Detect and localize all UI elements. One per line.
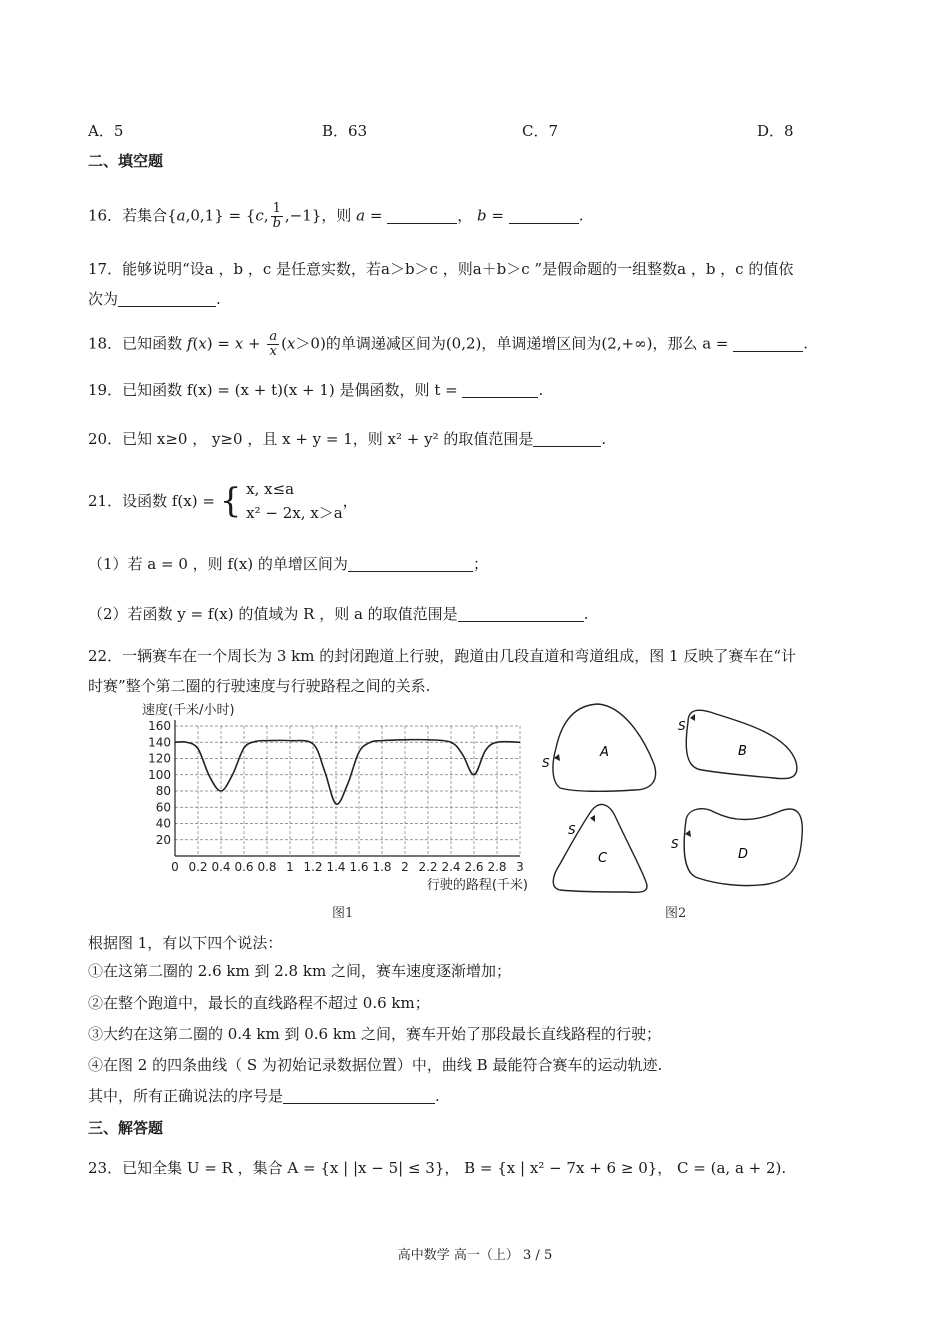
question-22-line1: 22．一辆赛车在一个周长为 3 km 的封闭跑道上行驶，跑道由几段直道和弯道组成，图 1 反映了赛车在“计 — [88, 647, 796, 665]
answer-blank[interactable] — [348, 555, 473, 572]
question-17-line2: 次为 . — [88, 290, 221, 308]
q22-end: . — [435, 1087, 440, 1105]
answer-blank[interactable] — [733, 335, 803, 352]
q19-text: 19．已知函数 f(x) = (x + t)(x + 1) 是偶函数，则 t = — [88, 381, 458, 399]
x-axis-label: 行驶的路程(千米) — [426, 878, 528, 893]
track-a-label: A — [600, 745, 609, 760]
statement-1: ①在这第二圈的 2.6 km 到 2.8 km 之间，赛车速度逐渐增加； — [88, 962, 511, 980]
track-c — [553, 804, 647, 892]
option-c: C．7 — [522, 122, 559, 140]
statement-2: ②在整个跑道中，最长的直线路程不超过 0.6 km； — [88, 994, 430, 1012]
question-22-line2: 时赛”整个第二圈的行驶速度与行驶路程之间的关系. — [88, 677, 431, 695]
q21-1-end: ； — [472, 555, 488, 573]
y-tick-label: 40 — [155, 816, 171, 831]
x-tick-label: 1 — [286, 860, 294, 874]
figure-2-caption: 图2 — [665, 906, 687, 921]
y-axis-label: 速度(千米/小时) — [142, 703, 235, 718]
track-d-label: D — [738, 847, 749, 862]
x-tick-label: 0.4 — [211, 860, 231, 874]
q21-end: ， — [342, 492, 358, 510]
question-21-part1 — [88, 553, 488, 575]
speed-distance-chart — [140, 698, 540, 898]
x-tick-label: 3 — [516, 860, 524, 874]
question-23: 23．已知全集 U = R ，集合 A = {x | |x − 5| ≤ 3}， B = {x | x² − 7x + 6 ≥ 0}， C = (a, a + 2). — [88, 1159, 787, 1177]
figure-1-caption: 图1 — [332, 906, 354, 921]
track-c-label: C — [598, 851, 608, 866]
piecewise-case-2: x² − 2x, x＞a — [246, 504, 343, 522]
track-b-start: S — [678, 719, 686, 733]
q18-end: . — [803, 334, 809, 353]
answer-blank[interactable] — [283, 1087, 435, 1104]
option-b: B．63 — [322, 122, 368, 140]
q16-mid: ，则 — [321, 206, 352, 225]
x-tick-label: 2.6 — [464, 860, 484, 874]
option-a: A．5 — [88, 122, 124, 140]
statement-3: ③大约在这第二圈的 0.4 km 到 0.6 km 之间，赛车开始了那段最长直线路程的行驶； — [88, 1025, 661, 1043]
question-17-line1: 17．能够说明“设a ，b ，c 是任意实数，若a＞b＞c ，则a＋b＞c ”是假命题的一组整数a ，b ，c 的值依 — [88, 260, 794, 278]
answer-blank[interactable] — [462, 381, 538, 398]
section-heading-fill: 二、填空题 — [88, 152, 164, 170]
x-tick-label: 0 — [171, 860, 179, 874]
answer-blank[interactable] — [387, 207, 457, 224]
x-tick-label: 2 — [401, 860, 409, 874]
answer-blank[interactable] — [118, 290, 216, 307]
track-b — [678, 710, 797, 778]
q16-prefix: 16．若集合 — [88, 206, 168, 225]
track-c-start: S — [568, 823, 576, 837]
x-tick-label: 2.8 — [487, 860, 507, 874]
question-19 — [88, 379, 543, 401]
x-tick-label: 0.6 — [234, 860, 254, 874]
y-tick-label: 140 — [148, 735, 171, 750]
track-b-label: B — [738, 744, 747, 759]
statement-4: ④在图 2 的四条曲线（ S 为初始记录数据位置）中，曲线 B 最能符合赛车的运动轨迹. — [88, 1056, 663, 1074]
answer-blank[interactable] — [458, 605, 584, 622]
y-tick-label: 120 — [148, 751, 171, 766]
q18-prefix: 18．已知函数 — [88, 334, 183, 353]
option-d: D．8 — [757, 122, 794, 140]
x-tick-label: 0.8 — [257, 860, 277, 874]
q17-line2-text: 次为 — [88, 290, 119, 308]
y-tick-label: 100 — [148, 767, 171, 782]
q16-end: . — [578, 206, 584, 225]
y-tick-label: 20 — [155, 832, 171, 847]
track-shapes-figure — [538, 700, 808, 900]
track-d — [671, 809, 802, 886]
q22-ask: 其中，所有正确说法的序号是 — [88, 1087, 284, 1105]
x-tick-label: 2.4 — [441, 860, 461, 874]
answer-blank[interactable] — [533, 430, 601, 447]
q20-text: 20．已知 x≥0 ， y≥0 ，且 x + y = 1，则 x² + y² 的取值范围是 — [88, 430, 534, 448]
x-tick-label: 1.2 — [303, 860, 323, 874]
y-tick-label: 160 — [148, 719, 171, 733]
section-heading-answer: 三、解答题 — [88, 1119, 164, 1137]
question-21: 21．设函数 f(x) = { x, x≤a x² − 2x, x＞a ， — [88, 476, 358, 528]
q19-end: . — [538, 381, 544, 399]
track-a — [542, 704, 656, 791]
q18-mid: 的单调递减区间为(0,2)，单调递增区间为(2,+∞)，那么 a = — [325, 334, 729, 353]
x-tick-label: 0.2 — [188, 860, 208, 874]
question-21-part2 — [88, 603, 588, 625]
y-tick-label: 60 — [155, 800, 171, 815]
q21-2-text: （2）若函数 y = f(x) 的值域为 R ，则 a 的取值范围是 — [88, 605, 458, 623]
x-tick-label: 1.4 — [326, 860, 346, 874]
x-tick-label: 1.6 — [349, 860, 369, 874]
question-20 — [88, 428, 606, 450]
y-tick-label: 80 — [155, 784, 171, 798]
question-18: 18．已知函数 f(x) = x + $\frac{a}{x}$ (x＞0)的单调递减区间为(0,2)，单调递增区间为(2,+∞)，那么 a = . — [88, 329, 809, 359]
q20-end: . — [601, 430, 607, 448]
track-a-start: S — [542, 756, 550, 770]
q22-question — [88, 1085, 440, 1107]
speed-curve — [175, 740, 520, 805]
piecewise-case-1: x, x≤a — [246, 480, 295, 498]
q21-prefix: 21．设函数 f(x) = — [88, 492, 215, 510]
answer-blank[interactable] — [509, 207, 579, 224]
x-tick-label: 1.8 — [372, 860, 392, 874]
fraction: $\frac{1}{b}$ — [272, 201, 281, 231]
x-tick-label: 2.2 — [418, 860, 438, 874]
fraction: $\frac{a}{x}$ — [269, 329, 278, 359]
q22-intro: 根据图 1，有以下四个说法： — [88, 934, 283, 952]
track-d-start: S — [671, 837, 679, 851]
question-16: 16．若集合{a,0,1} = {c, $\frac{1}{b}$ ,−1}，则 a = ， b = . — [88, 201, 584, 231]
q21-1-text: （1）若 a = 0 ，则 f(x) 的单增区间为 — [88, 555, 348, 573]
page-footer: 高中数学 高一（上） 3 / 5 — [397, 1248, 553, 1263]
q21-2-end: . — [583, 605, 589, 623]
